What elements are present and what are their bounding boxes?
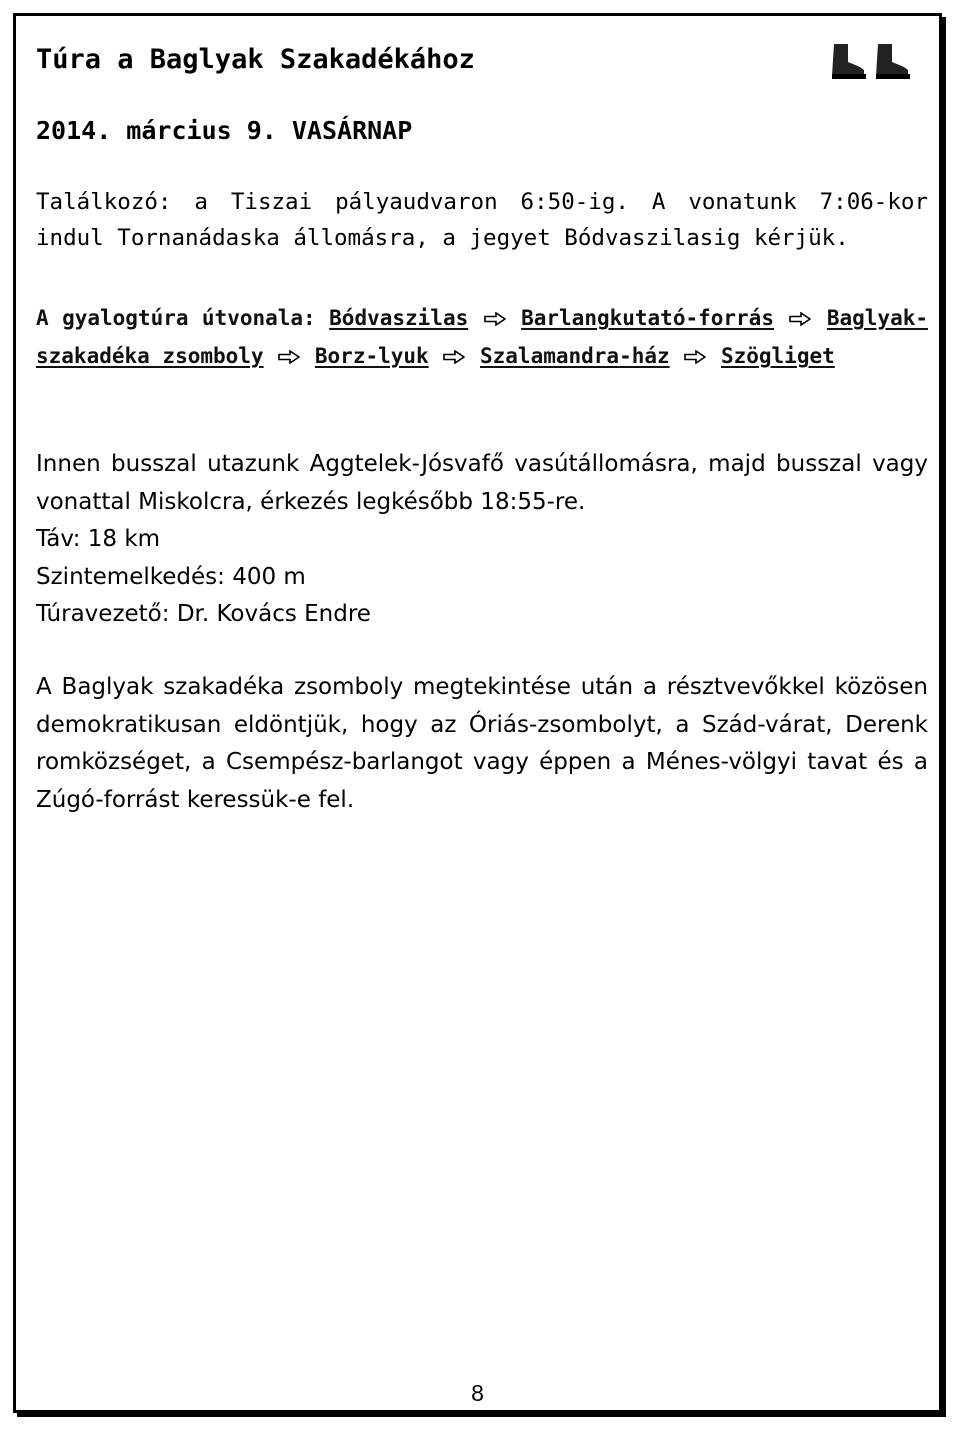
closing-paragraph: A Baglyak szakadéka zsomboly megtekintése után a résztvevőkkel közösen demokratikusan eldöntjük, hogy az Óriás-zsombolyt, a Szád-várat, Derenk romközséget, a Csempész-barlangot vagy éppen a Ménes-völgyi tavat és a Zúgó-forrást keressük-e fel.	[36, 674, 928, 813]
route-stop: Szögliget	[720, 344, 835, 368]
title-row	[36, 40, 926, 90]
route-arrow-icon	[443, 350, 465, 364]
event-date: 2014. március 9. VASÁRNAP	[36, 116, 413, 145]
tour-leader: Túravezető: Dr. Kovács Endre	[36, 601, 371, 627]
distance: Táv: 18 km	[36, 526, 161, 552]
hiking-boots-icon	[828, 40, 918, 82]
page-frame	[13, 13, 942, 1413]
elevation-gain: Szintemelkedés: 400 m	[36, 563, 306, 590]
route-arrow-icon	[484, 312, 506, 326]
route-arrow-icon	[789, 312, 811, 326]
route-stop: Baglyak-szakadéka zsomboly	[36, 306, 929, 368]
route-arrow-icon	[684, 350, 706, 364]
route-stop: Bódvaszilas	[329, 306, 469, 330]
route-description	[36, 299, 928, 375]
page-number: 8	[471, 1380, 484, 1406]
page-title: Túra a Baglyak Szakadékához	[36, 44, 475, 75]
route-stop: Szalamandra-ház	[480, 344, 670, 368]
route-stop: Borz-lyuk	[314, 344, 429, 368]
meeting-info: Találkozó: a Tiszai pályaudvaron 6:50-ig. A vonatunk 7:06-kor indul Tornanádaska állomásra, a jegyet Bódvaszilasig kérjük.	[36, 189, 928, 251]
travel-description: Innen busszal utazunk Aggtelek-Jósvafő vasútállomásra, majd busszal vagy vonattal Miskolcra, érkezés legkésőbb 18:55-re.	[36, 451, 928, 515]
travel-info	[36, 446, 928, 634]
route-label: A gyalogtúra útvonala:	[36, 306, 316, 330]
route-stop: Barlangkutató-forrás	[521, 306, 774, 330]
route-arrow-icon	[278, 350, 300, 364]
